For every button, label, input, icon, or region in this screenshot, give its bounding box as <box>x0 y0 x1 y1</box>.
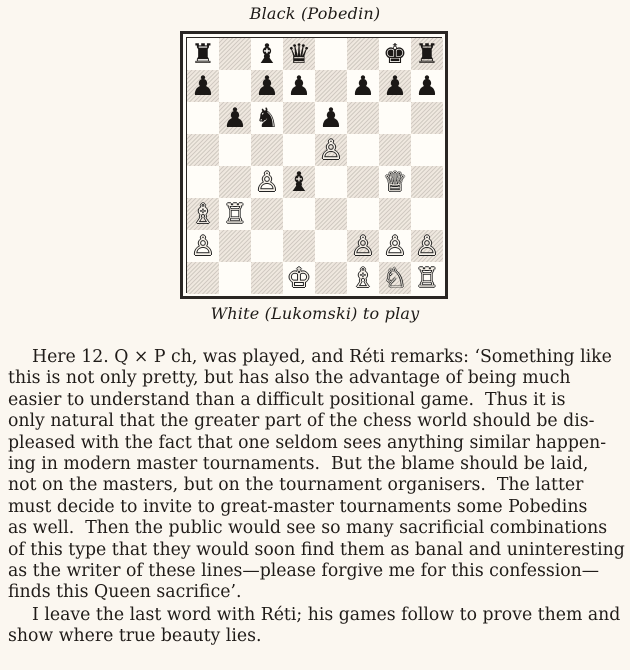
square-d2 <box>283 230 315 262</box>
square-d4 <box>283 166 315 198</box>
square-d1 <box>283 262 315 294</box>
square-c2 <box>251 230 283 262</box>
square-a7 <box>187 70 219 102</box>
black-king-icon: ♚ <box>382 38 408 70</box>
body-text <box>8 347 625 648</box>
square-b7 <box>219 70 251 102</box>
square-a5 <box>187 134 219 166</box>
square-e3 <box>315 198 347 230</box>
square-a4 <box>187 166 219 198</box>
square-b3 <box>219 198 251 230</box>
paragraph-1-line-3: easier to understand than a difficult positional game. Thus it is <box>8 389 566 410</box>
square-g1 <box>379 262 411 294</box>
paragraph-1-line-1: Here 12. Q × P ch, was played, and Réti remarks: ‘Something like <box>32 347 612 367</box>
square-e7 <box>315 70 347 102</box>
square-f5 <box>347 134 379 166</box>
square-g5 <box>379 134 411 166</box>
square-b6 <box>219 102 251 134</box>
black-pawn-icon: ♟ <box>190 70 216 102</box>
paragraph-1-line-2: this is not only pretty, but has also the advantage of being much <box>8 368 571 389</box>
white-bishop-icon: ♗ <box>350 262 376 294</box>
square-c3 <box>251 198 283 230</box>
square-d8 <box>283 38 315 70</box>
square-e1 <box>315 262 347 294</box>
white-pawn-icon: ♙ <box>318 134 344 166</box>
square-g8 <box>379 38 411 70</box>
black-knight-icon: ♞ <box>254 102 280 134</box>
white-pawn-icon: ♙ <box>190 230 216 262</box>
paragraph-1-line-8: must decide to invite to great-master tournaments some Pobedins <box>8 496 588 517</box>
black-pawn-icon: ♟ <box>222 102 248 134</box>
square-d7 <box>283 70 315 102</box>
square-h7 <box>411 70 443 102</box>
white-king-icon: ♔ <box>286 262 312 294</box>
square-b4 <box>219 166 251 198</box>
top-caption: Black (Pobedin) <box>249 4 381 23</box>
black-bishop-icon: ♝ <box>254 38 280 70</box>
white-queen-icon: ♕ <box>382 166 408 198</box>
square-e8 <box>315 38 347 70</box>
square-a3 <box>187 198 219 230</box>
chessboard <box>186 37 442 293</box>
white-rook-icon: ♖ <box>414 262 440 294</box>
white-pawn-icon: ♙ <box>382 230 408 262</box>
white-pawn-icon: ♙ <box>414 230 440 262</box>
square-d3 <box>283 198 315 230</box>
square-e4 <box>315 166 347 198</box>
black-rook-icon: ♜ <box>190 38 216 70</box>
square-f7 <box>347 70 379 102</box>
paragraph-1-line-11: as the writer of these lines—please forgive me for this confession— <box>8 561 600 582</box>
paragraph-1-line-12: finds this Queen sacrifice’. <box>8 582 242 603</box>
black-bishop-icon: ♝ <box>286 166 312 198</box>
black-pawn-icon: ♟ <box>382 70 408 102</box>
paragraph-1-line-5: pleased with the fact that one seldom sees anything similar happen- <box>8 432 607 453</box>
square-g4 <box>379 166 411 198</box>
paragraph-1-line-10: of this type that they would soon find them as banal and uninteresting <box>8 539 625 560</box>
black-pawn-icon: ♟ <box>414 70 440 102</box>
paragraph-1-line-9: as well. Then the public would see so many sacrificial combinations <box>8 518 608 539</box>
square-c4 <box>251 166 283 198</box>
square-b5 <box>219 134 251 166</box>
square-e6 <box>315 102 347 134</box>
square-f1 <box>347 262 379 294</box>
square-f4 <box>347 166 379 198</box>
paragraph-1-line-6: ing in modern master tournaments. But the blame should be laid, <box>8 454 589 475</box>
square-b1 <box>219 262 251 294</box>
paragraph-2-line-1: I leave the last word with Réti; his games follow to prove them and <box>32 604 621 625</box>
square-g3 <box>379 198 411 230</box>
white-knight-icon: ♘ <box>382 262 408 294</box>
square-f2 <box>347 230 379 262</box>
square-d5 <box>283 134 315 166</box>
black-pawn-icon: ♟ <box>254 70 280 102</box>
square-f8 <box>347 38 379 70</box>
black-pawn-icon: ♟ <box>286 70 312 102</box>
bottom-caption: White (Lukomski) to play <box>210 304 420 323</box>
square-c8 <box>251 38 283 70</box>
square-g6 <box>379 102 411 134</box>
square-c6 <box>251 102 283 134</box>
paragraph-1-line-7: not on the masters, but on the tournament organisers. The latter <box>8 475 584 496</box>
paragraph-2-line-2: show where true beauty lies. <box>8 626 262 647</box>
black-pawn-icon: ♟ <box>350 70 376 102</box>
square-a8 <box>187 38 219 70</box>
square-a2 <box>187 230 219 262</box>
white-pawn-icon: ♙ <box>350 230 376 262</box>
paragraph-2 <box>8 605 622 648</box>
square-h1 <box>411 262 443 294</box>
white-bishop-icon: ♗ <box>190 198 216 230</box>
square-a1 <box>187 262 219 294</box>
chess-diagram <box>180 31 448 299</box>
square-h6 <box>411 102 443 134</box>
square-g2 <box>379 230 411 262</box>
square-c5 <box>251 134 283 166</box>
square-h4 <box>411 166 443 198</box>
black-pawn-icon: ♟ <box>318 102 344 134</box>
square-h3 <box>411 198 443 230</box>
square-f6 <box>347 102 379 134</box>
square-h5 <box>411 134 443 166</box>
square-h2 <box>411 230 443 262</box>
black-rook-icon: ♜ <box>414 38 440 70</box>
square-b2 <box>219 230 251 262</box>
square-c7 <box>251 70 283 102</box>
white-pawn-icon: ♙ <box>254 166 280 198</box>
square-f3 <box>347 198 379 230</box>
square-h8 <box>411 38 443 70</box>
square-c1 <box>251 262 283 294</box>
black-queen-icon: ♛ <box>286 38 312 70</box>
paragraph-1 <box>8 347 625 604</box>
white-rook-icon: ♖ <box>222 198 248 230</box>
square-d6 <box>283 102 315 134</box>
paragraph-1-line-4: only natural that the greater part of the chess world should be dis- <box>8 411 595 432</box>
square-e2 <box>315 230 347 262</box>
square-g7 <box>379 70 411 102</box>
square-b8 <box>219 38 251 70</box>
square-a6 <box>187 102 219 134</box>
square-e5 <box>315 134 347 166</box>
